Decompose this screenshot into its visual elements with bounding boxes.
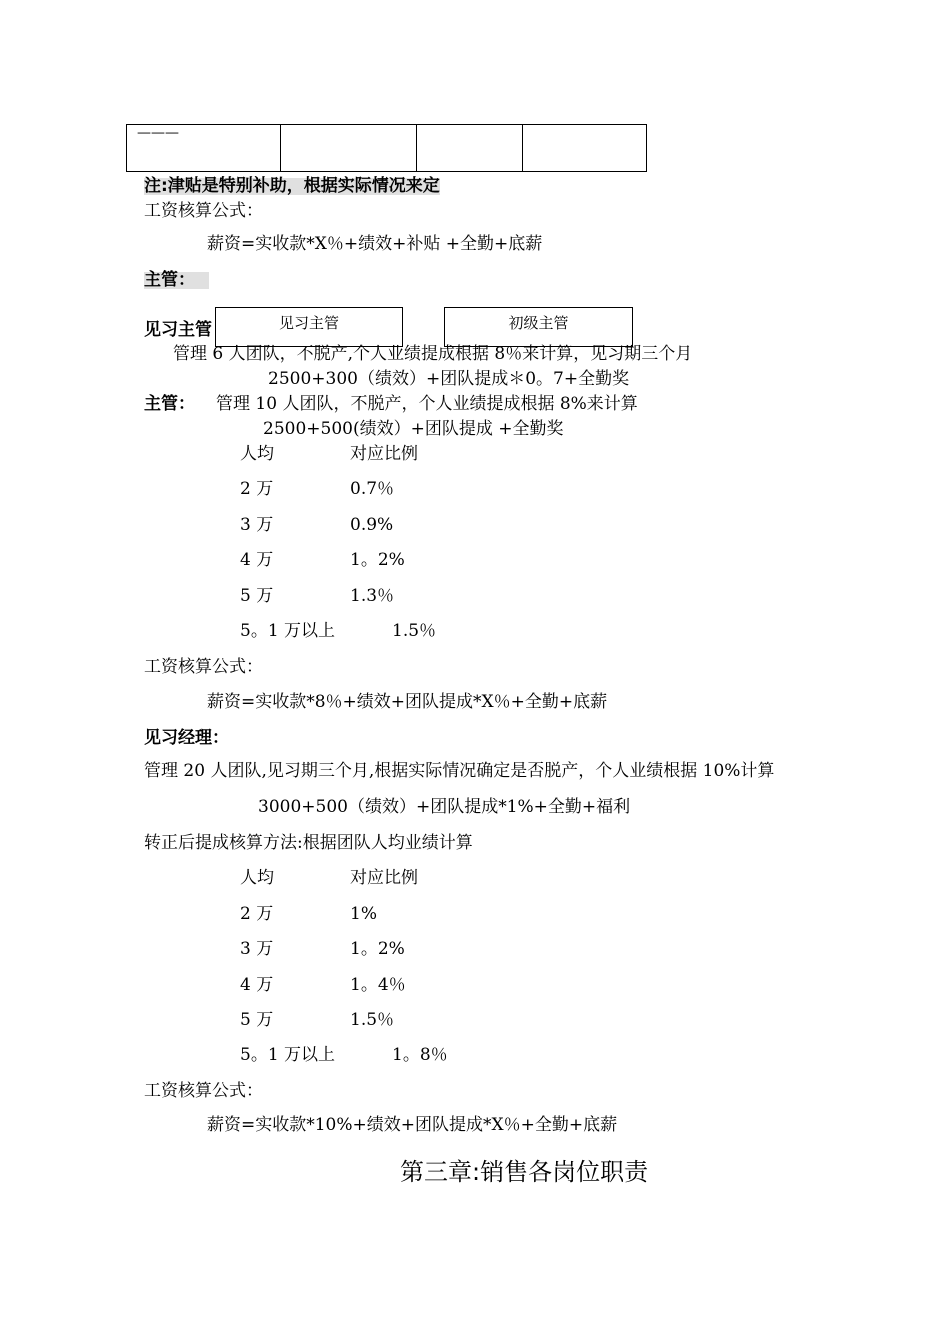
- trainee-manager-pay: 3000+500（绩效）+团队提成*1%+全勤+福利: [258, 797, 631, 817]
- top-table-cell: [523, 125, 647, 172]
- trainee-supervisor-pay: 2500+300（绩效）+团队提成＊0。7+全勤奖: [268, 369, 630, 389]
- box-junior-supervisor: 初级主管: [444, 307, 633, 347]
- formula: 薪资=实收款*X％+绩效+补贴 +全勤+底薪: [207, 234, 543, 254]
- ratio-header: 人均: [240, 444, 274, 464]
- ratio-cell: 2 万: [240, 904, 274, 924]
- trainee-manager-desc: 管理 20 人团队,见习期三个月,根据实际情况确定是否脱产，个人业绩根据 10%计算: [144, 761, 775, 781]
- supervisor-label: 主管：: [144, 394, 195, 414]
- chapter-title: 第三章:销售各岗位职责: [400, 1158, 649, 1186]
- trainee-supervisor-desc: 管理 6 人团队，不脱产,个人业绩提成根据 8％来计算，见习期三个月: [173, 344, 693, 364]
- box-trainee-supervisor: 见习主管: [215, 307, 403, 347]
- ratio-cell: 0.9%: [350, 515, 394, 535]
- ratio-cell: 5。1 万以上: [240, 1045, 336, 1065]
- formula: 薪资=实收款*8％+绩效+团队提成*X％+全勤+底薪: [207, 692, 608, 712]
- formula-label: 工资核算公式：: [144, 1081, 263, 1101]
- ratio-cell: 3 万: [240, 939, 274, 959]
- ratio-cell: 1。2%: [350, 939, 405, 959]
- ratio-cell: 1.5％: [350, 1010, 395, 1030]
- ratio-cell: 5。1 万以上: [240, 621, 336, 641]
- top-table-cell: ———: [127, 125, 281, 172]
- top-table: [126, 124, 647, 172]
- formula-label: 工资核算公式：: [144, 657, 263, 677]
- formula-label: 工资核算公式：: [144, 201, 263, 221]
- formula: 薪资=实收款*10%+绩效+团队提成*X％+全勤+底薪: [207, 1115, 618, 1135]
- trainee-manager-heading: 见习经理：: [144, 728, 229, 748]
- ratio-cell: 5 万: [240, 1010, 274, 1030]
- ratio-cell: 2 万: [240, 479, 274, 499]
- trainee-supervisor-heading: 见习主管: [144, 320, 212, 340]
- top-table-cell: [281, 125, 417, 172]
- top-table-cell: [417, 125, 523, 172]
- ratio-cell: 4 万: [240, 550, 274, 570]
- ratio-cell: 5 万: [240, 586, 274, 606]
- ratio-header: 对应比例: [350, 868, 418, 888]
- ratio-cell: 1。4％: [350, 975, 406, 995]
- note: 注:津贴是特别补助，根据实际情况来定: [144, 176, 440, 196]
- after-formal-text: 转正后提成核算方法:根据团队人均业绩计算: [144, 833, 473, 853]
- ratio-cell: 1.3％: [350, 586, 395, 606]
- supervisor-heading: 主管：: [144, 272, 209, 289]
- ratio-cell: 1.5％: [392, 621, 437, 641]
- ratio-cell: 3 万: [240, 515, 274, 535]
- ratio-cell: 1。8％: [392, 1045, 448, 1065]
- supervisor-pay: 2500+500(绩效）+团队提成 +全勤奖: [263, 419, 564, 439]
- ratio-header: 对应比例: [350, 444, 418, 464]
- supervisor-desc: 管理 10 人团队，不脱产，个人业绩提成根据 8%来计算: [216, 394, 638, 414]
- ratio-cell: 1%: [350, 904, 377, 924]
- ratio-cell: 0.7％: [350, 479, 395, 499]
- ratio-cell: 1。2%: [350, 550, 405, 570]
- ratio-cell: 4 万: [240, 975, 274, 995]
- ratio-header: 人均: [240, 868, 274, 888]
